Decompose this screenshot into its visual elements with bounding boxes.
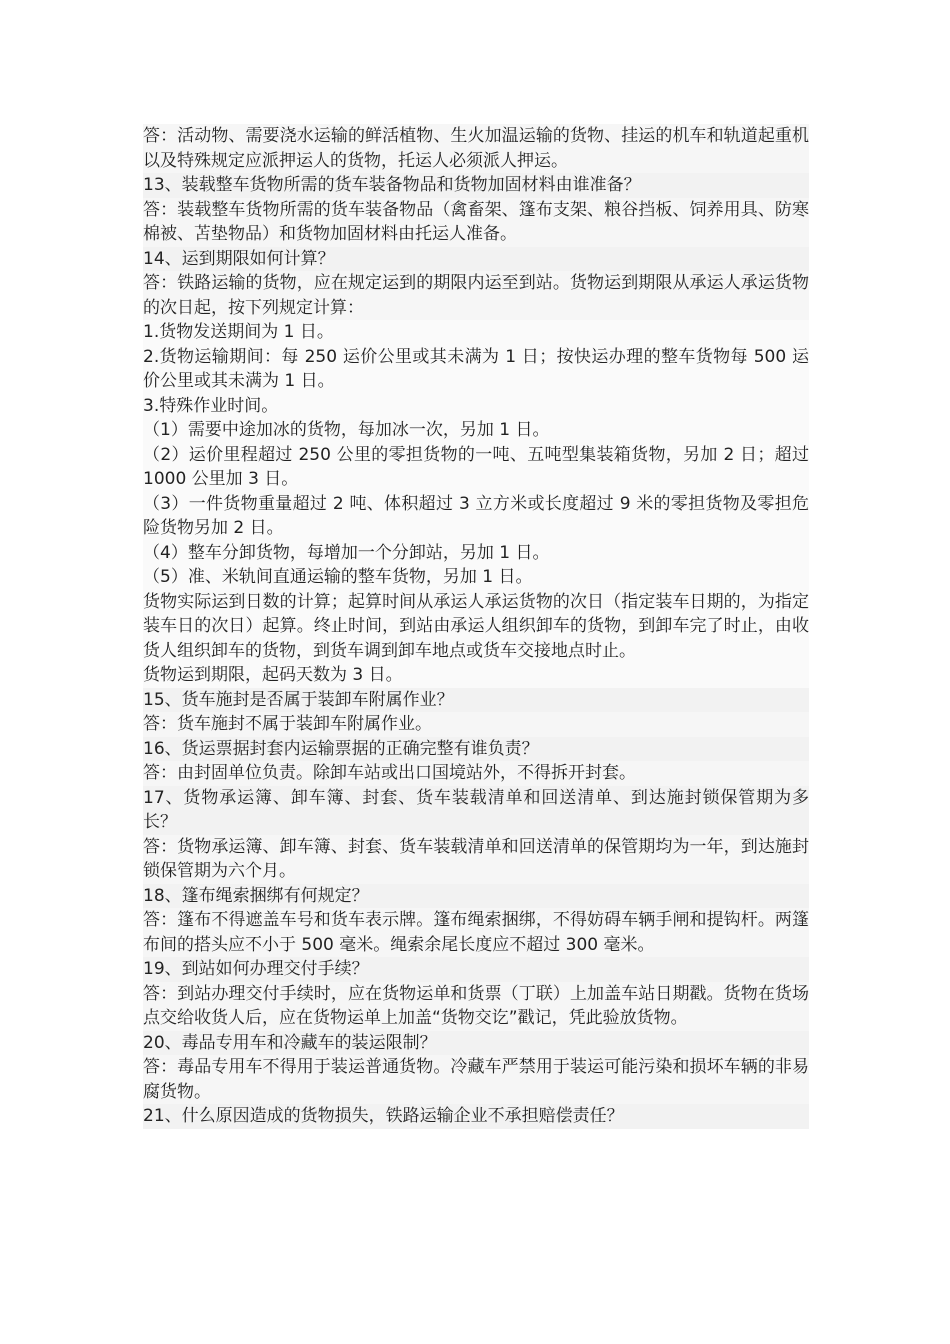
rule-3: 3.特殊作业时间。: [143, 394, 809, 419]
answer-14: 答：铁路运输的货物，应在规定运到的期限内运至到站。货物运到期限从承运人承运货物的次日起，按下列规定计算：: [143, 271, 809, 320]
answer-19: 答：到站办理交付手续时，应在货物运单和货票（丁联）上加盖车站日期戳。货物在货场点交给收货人后，应在货物运单上加盖“货物交讫”戳记，凭此验放货物。: [143, 982, 809, 1031]
question-16: 16、货运票据封套内运输票据的正确完整有谁负责？: [143, 737, 809, 762]
question-17: 17、货物承运簿、卸车簿、封套、货车装载清单和回送清单、到达施封锁保管期为多长？: [143, 786, 809, 835]
rule-3-4: （4）整车分卸货物，每增加一个分卸站，另加 1 日。: [143, 541, 809, 566]
answer-20: 答：毒品专用车不得用于装运普通货物。冷藏车严禁用于装运可能污染和损坏车辆的非易腐货物。: [143, 1055, 809, 1104]
question-14: 14、运到期限如何计算？: [143, 247, 809, 272]
question-18: 18、篷布绳索捆绑有何规定？: [143, 884, 809, 909]
rule-3-1: （1）需要中途加冰的货物，每加冰一次，另加 1 日。: [143, 418, 809, 443]
answer-15: 答：货车施封不属于装卸车附属作业。: [143, 712, 809, 737]
answer-13: 答：装载整车货物所需的货车装备物品（禽畜架、篷布支架、粮谷挡板、饲养用具、防寒棉被、苫垫物品）和货物加固材料由托运人准备。: [143, 198, 809, 247]
answer-17: 答：货物承运簿、卸车簿、封套、货车装载清单和回送清单的保管期均为一年，到达施封锁保管期为六个月。: [143, 835, 809, 884]
actual-days-calculation: 货物实际运到日数的计算；起算时间从承运人承运货物的次日（指定装车日期的，为指定装车日的次日）起算。终止时间，到站由承运人组织卸车的货物，到卸车完了时止，由收货人组织卸车的货物，到货车调到卸车地点或货车交接地点时止。: [143, 590, 809, 664]
rule-3-2: （2）运价里程超过 250 公里的零担货物的一吨、五吨型集装箱货物，另加 2 日；超过 1000 公里加 3 日。: [143, 443, 809, 492]
rule-3-5: （5）准、米轨间直通运输的整车货物，另加 1 日。: [143, 565, 809, 590]
answer-18: 答：篷布不得遮盖车号和货车表示牌。篷布绳索捆绑，不得妨碍车辆手闸和提钩杆。两篷布间的搭头应不小于 500 毫米。绳索余尾长度应不超过 300 毫米。: [143, 908, 809, 957]
minimum-days: 货物运到期限，起码天数为 3 日。: [143, 663, 809, 688]
question-19: 19、到站如何办理交付手续？: [143, 957, 809, 982]
answer-16: 答：由封固单位负责。除卸车站或出口国境站外，不得拆开封套。: [143, 761, 809, 786]
question-13: 13、装载整车货物所需的货车装备物品和货物加固材料由谁准备？: [143, 173, 809, 198]
rule-3-3: （3）一件货物重量超过 2 吨、体积超过 3 立方米或长度超过 9 米的零担货物及零担危险货物另加 2 日。: [143, 492, 809, 541]
rule-1: 1.货物发送期间为 1 日。: [143, 320, 809, 345]
rule-2: 2.货物运输期间：每 250 运价公里或其未满为 1 日；按快运办理的整车货物每 500 运价公里或其未满为 1 日。: [143, 345, 809, 394]
question-15: 15、货车施封是否属于装卸车附属作业？: [143, 688, 809, 713]
question-21: 21、什么原因造成的货物损失，铁路运输企业不承担赔偿责任？: [143, 1104, 809, 1129]
question-20: 20、毒品专用车和冷藏车的装运限制？: [143, 1031, 809, 1056]
answer-12: 答：活动物、需要浇水运输的鲜活植物、生火加温运输的货物、挂运的机车和轨道起重机以及特殊规定应派押运人的货物，托运人必须派人押运。: [143, 124, 809, 173]
document-body: [143, 124, 809, 1129]
